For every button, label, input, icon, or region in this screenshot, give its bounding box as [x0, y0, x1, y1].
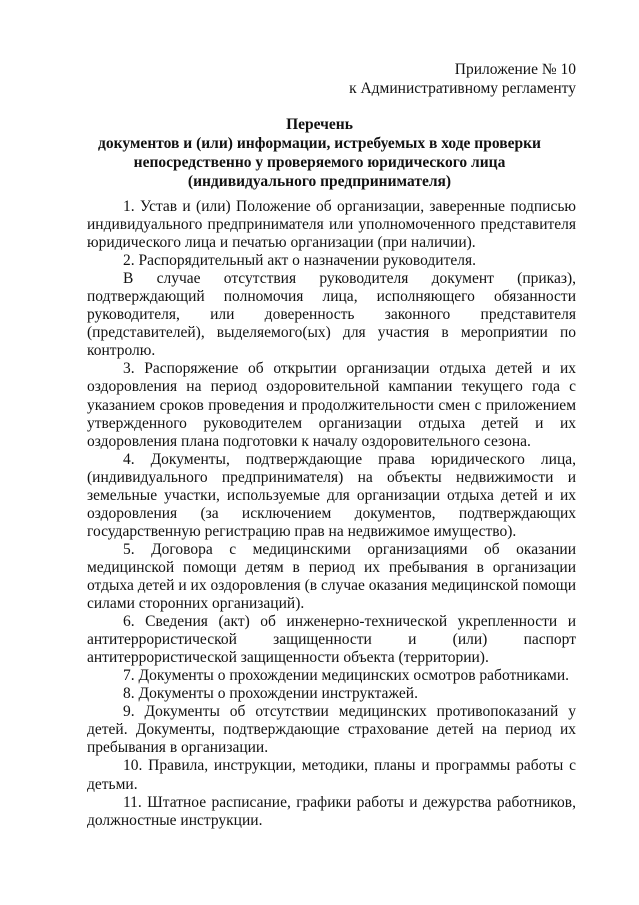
- appendix-regulation: к Административному регламенту: [349, 80, 576, 97]
- list-item-11: 11. Штатное расписание, графики работы и дежурства работников, должностные инструкции.: [87, 793, 576, 829]
- list-item-7: 7. Документы о прохождении медицинских осмотров работниками.: [123, 667, 570, 685]
- list-item-4: 4. Документы, подтверждающие права юридического лица, (индивидуального предпринимателя) на объекты недвижимости и земельные участки, используемые для организации отдыха детей и их оздоровления (за исключением документов, подтверждающих государственную регистрацию прав на недвижимое имущество).: [87, 450, 576, 540]
- list-item-10: 10. Правила, инструкции, методики, планы и программы работы с детьми.: [87, 757, 576, 793]
- list-item-3: 3. Распоряжение об открытии организации отдыха детей и их оздоровления на период оздоровительной кампании текущего года с указанием сроков проведения и продолжительности смен с приложением утвержденного руководителем организации отдыха детей и их оздоровления плана подготовки к началу оздоровительного сезона.: [87, 360, 576, 450]
- appendix-reference: [349, 60, 576, 98]
- list-item-1: 1. Устав и (или) Положение об организации, заверенные подписью индивидуального предпринимателя или уполномоченного представителя юридического лица и печатью организации (при наличии).: [87, 198, 576, 252]
- list-item-6: 6. Сведения (акт) об инженерно-технической укрепленности и антитеррористической защищенности и (или) паспорт антитеррористической защищенности объекта (территории).: [87, 613, 576, 667]
- list-item-8: 8. Документы о прохождении инструктажей.: [123, 685, 418, 703]
- title-line-4: (индивидуального предпринимателя): [187, 173, 452, 190]
- title-line-2: документов и (или) информации, истребуемых в ходе проверки: [98, 135, 541, 152]
- document-list: [87, 198, 576, 830]
- list-item-2-note: В случае отсутствия руководителя документ (приказ), подтверждающий полномочия лица, исполняющего обязанности руководителя, или доверенность законного представителя (представителей), выделяемого(ых) для участия в мероприятии по контролю.: [87, 270, 576, 360]
- list-item-9: 9. Документы об отсутствии медицинских противопоказаний у детей. Документы, подтверждающие страхование детей на период их пребывания в организации.: [87, 703, 576, 757]
- list-item-2: 2. Распорядительный акт о назначении руководителя.: [123, 252, 476, 270]
- title-line-3: непосредственно у проверяемого юридического лица: [133, 154, 506, 171]
- list-item-5: 5. Договора с медицинскими организациями об оказании медицинской помощи детям в период их пребывания в организации отдыха детей и их оздоровления (в случае оказания медицинской помощи силами сторонних организаций).: [87, 540, 576, 613]
- appendix-number: Приложение № 10: [454, 61, 576, 78]
- title-line-1: Перечень: [286, 116, 353, 133]
- document-title: [60, 115, 579, 191]
